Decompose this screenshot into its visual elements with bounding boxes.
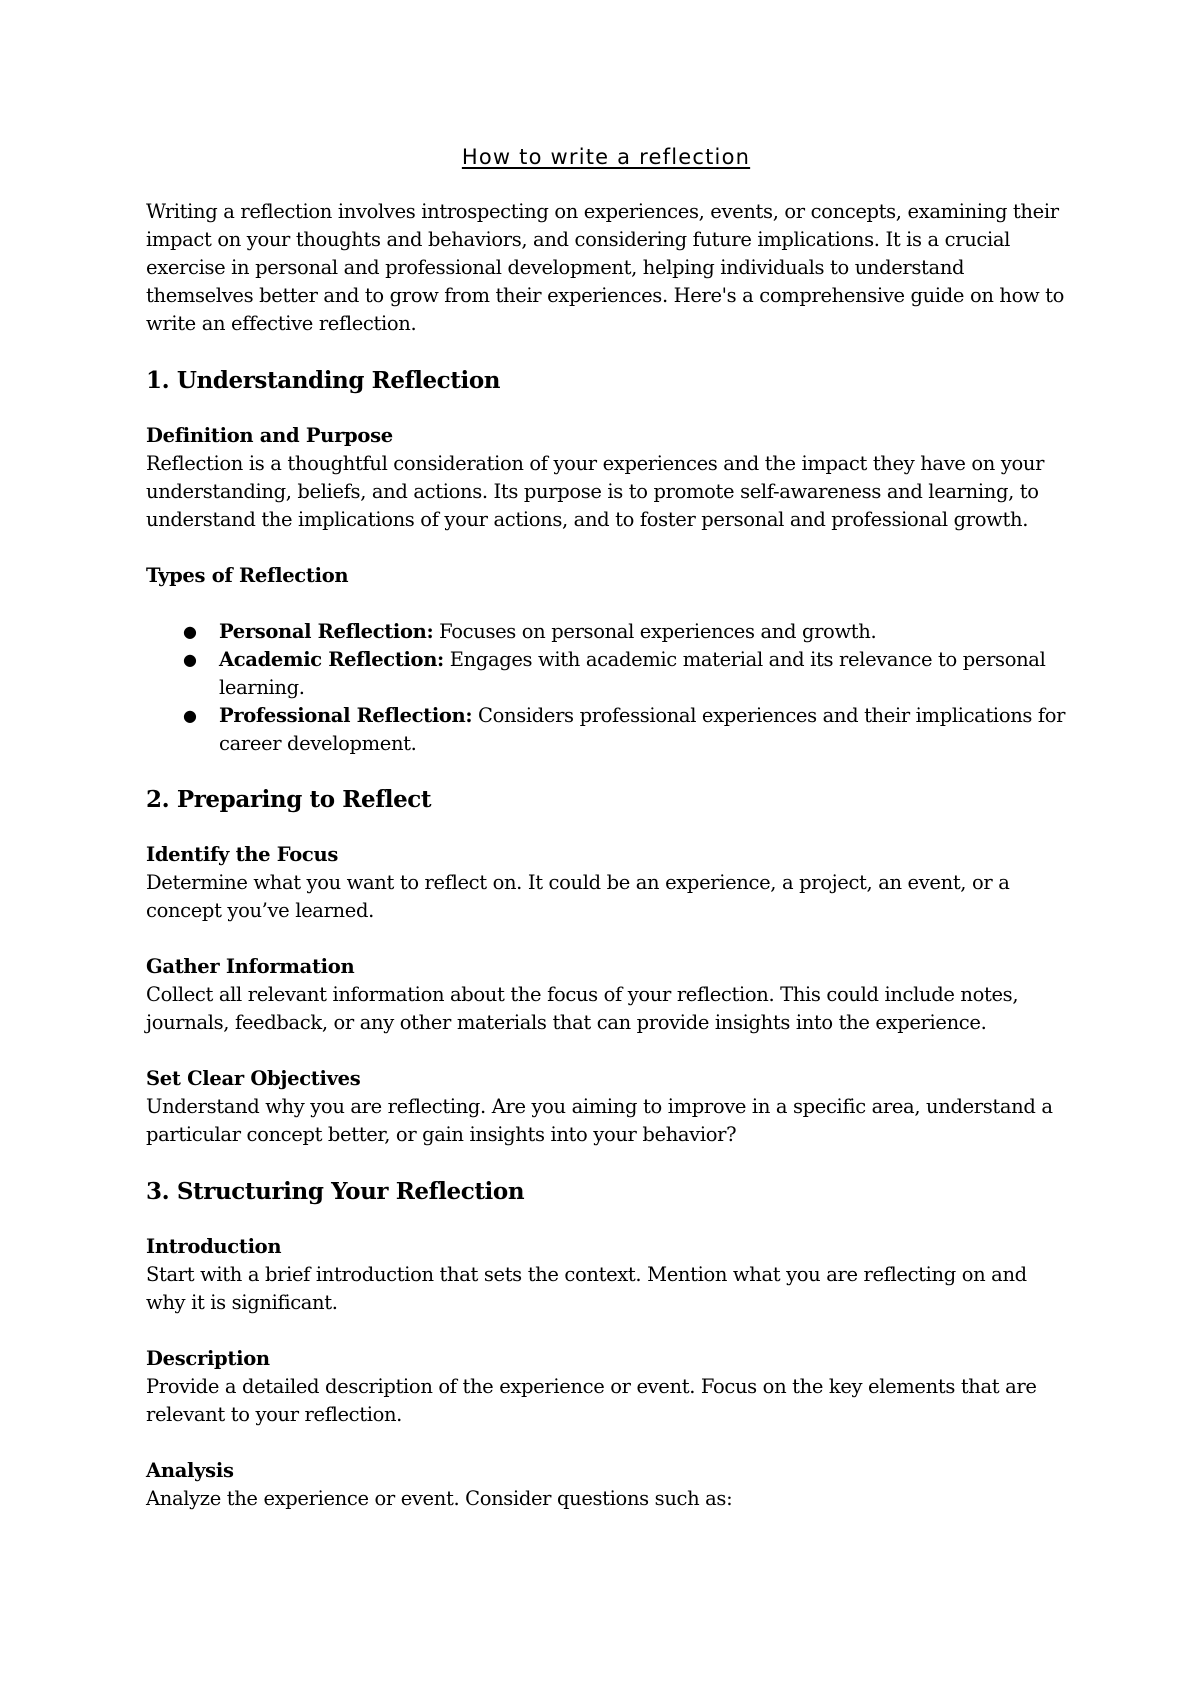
list-item	[146, 702, 1066, 758]
section-heading-understanding: 1. Understanding Reflection	[146, 367, 501, 394]
section-heading-preparing: 2. Preparing to Reflect	[146, 786, 432, 813]
list-item-text: Considers professional experiences and their implications for career development.	[219, 704, 1066, 755]
subsection-body: Start with a brief introduction that sets the context. Mention what you are reflecting on and why it is significant.	[146, 1263, 1027, 1314]
subsection-title: Gather Information	[146, 955, 355, 978]
subsection-title: Analysis	[146, 1459, 234, 1482]
subsection-body: Reflection is a thoughtful consideration of your experiences and the impact they have on your understanding, beliefs, and actions. Its purpose is to promote self-awareness and learning, to understand the implications of your actions, and to foster personal and professional growth.	[146, 452, 1045, 531]
types-title: Types of Reflection	[146, 564, 349, 587]
bullet-icon: ●	[183, 706, 197, 725]
subsection-identify-focus	[146, 841, 1066, 925]
subsection-analysis	[146, 1457, 1066, 1513]
types-list	[146, 618, 1066, 758]
subsection-title: Description	[146, 1347, 270, 1370]
list-item-label: Personal Reflection:	[219, 620, 434, 643]
list-item	[146, 618, 1066, 646]
subsection-introduction	[146, 1233, 1066, 1317]
subsection-body: Determine what you want to reflect on. It could be an experience, a project, an event, or a concept you’ve learned.	[146, 871, 1010, 922]
list-item	[146, 646, 1066, 702]
list-item-label: Professional Reflection:	[219, 704, 473, 727]
intro-paragraph: Writing a reflection involves introspecting on experiences, events, or concepts, examining their impact on your thoughts and behaviors, and considering future implications. It is a crucial exercise in personal and professional development, helping individuals to understand themselves better and to grow from their experiences. Here's a comprehensive guide on how to write an effective reflection.	[146, 200, 1065, 335]
subsection-title: Introduction	[146, 1235, 282, 1258]
subsection-body: Analyze the experience or event. Consider questions such as:	[146, 1487, 733, 1510]
subsection-title: Definition and Purpose	[146, 424, 393, 447]
list-item-text: Focuses on personal experiences and growth.	[433, 620, 877, 643]
subsection-body: Provide a detailed description of the experience or event. Focus on the key elements that are relevant to your reflection.	[146, 1375, 1037, 1426]
subsection-set-objectives	[146, 1065, 1066, 1149]
bullet-icon: ●	[183, 622, 197, 641]
list-item-label: Academic Reflection:	[219, 648, 444, 671]
list-item-text: Engages with academic material and its relevance to personal learning.	[219, 648, 1046, 699]
subsection-body: Collect all relevant information about the focus of your reflection. This could include notes, journals, feedback, or any other materials that can provide insights into the experience.	[146, 983, 1019, 1034]
section-heading-structuring: 3. Structuring Your Reflection	[146, 1178, 525, 1205]
subsection-description	[146, 1345, 1066, 1429]
subsection-gather-information	[146, 953, 1066, 1037]
subsection-body: Understand why you are reflecting. Are you aiming to improve in a specific area, understand a particular concept better, or gain insights into your behavior?	[146, 1095, 1053, 1146]
document-title: How to write a reflection	[461, 145, 751, 169]
subsection-title: Set Clear Objectives	[146, 1067, 361, 1090]
subsection-definition	[146, 422, 1066, 534]
document-page	[146, 143, 1066, 1541]
bullet-icon: ●	[183, 650, 197, 669]
subsection-title: Identify the Focus	[146, 843, 339, 866]
